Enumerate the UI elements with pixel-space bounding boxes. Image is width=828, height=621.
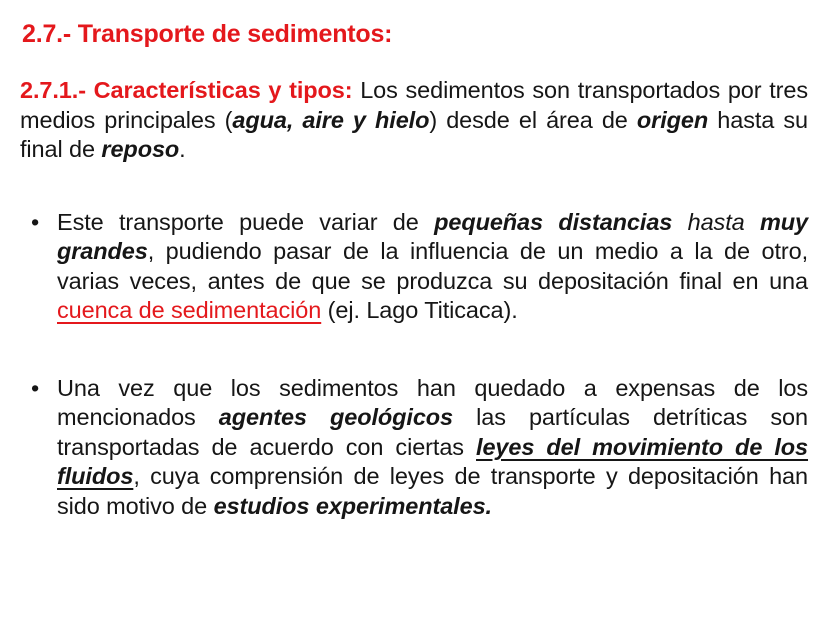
text-run: muy grandes (57, 208, 808, 264)
text-run: pequeñas distancias (434, 208, 673, 235)
text-run: reposo (101, 136, 180, 162)
text-run: cuenca de sedimentación (57, 297, 322, 323)
bullet-text (57, 208, 808, 326)
text-run: Este transporte puede variar de (57, 208, 435, 235)
text-run: 2.7.1.- Características y tipos: (20, 77, 361, 103)
bullet-list (20, 208, 808, 522)
text-run: hasta (672, 208, 760, 235)
text-run: agua, aire y hielo (232, 106, 430, 133)
text-run: hasta su final de (20, 106, 808, 162)
text-run: , cuya comprensión de leyes de transporte y depositación han sido motivo de (57, 463, 808, 519)
bullet-item (20, 208, 808, 326)
text-run: agentes geológicos (218, 404, 454, 430)
text-run: leyes del movimiento de los fluidos (57, 433, 809, 489)
text-run: origen (636, 106, 709, 133)
slide-title: 2.7.- Transporte de sedimentos: (22, 20, 393, 48)
bullet-marker: • (31, 374, 40, 401)
text-run: . (179, 136, 186, 162)
bullet-marker: • (31, 208, 40, 235)
bullet-text (57, 374, 808, 522)
text-run: , pudiendo pasar de la influencia de un medio a la de otro, varias veces, antes de que se produzca su depositación final en una (57, 238, 808, 294)
text-run: las partículas detríticas son transportadas de acuerdo con ciertas (57, 404, 808, 460)
text-run: Los sedimentos son transportados por tres medios principales ( (20, 77, 808, 133)
text-run: estudios experimentales. (213, 492, 492, 519)
bullet-item (20, 374, 808, 522)
text-run: (ej. Lago Titicaca). (321, 297, 518, 323)
text-run: Una vez que los sedimentos han quedado a expensas de los mencionados (57, 374, 808, 430)
intro-paragraph (20, 76, 808, 165)
text-run: ) desde el área de (429, 106, 637, 133)
